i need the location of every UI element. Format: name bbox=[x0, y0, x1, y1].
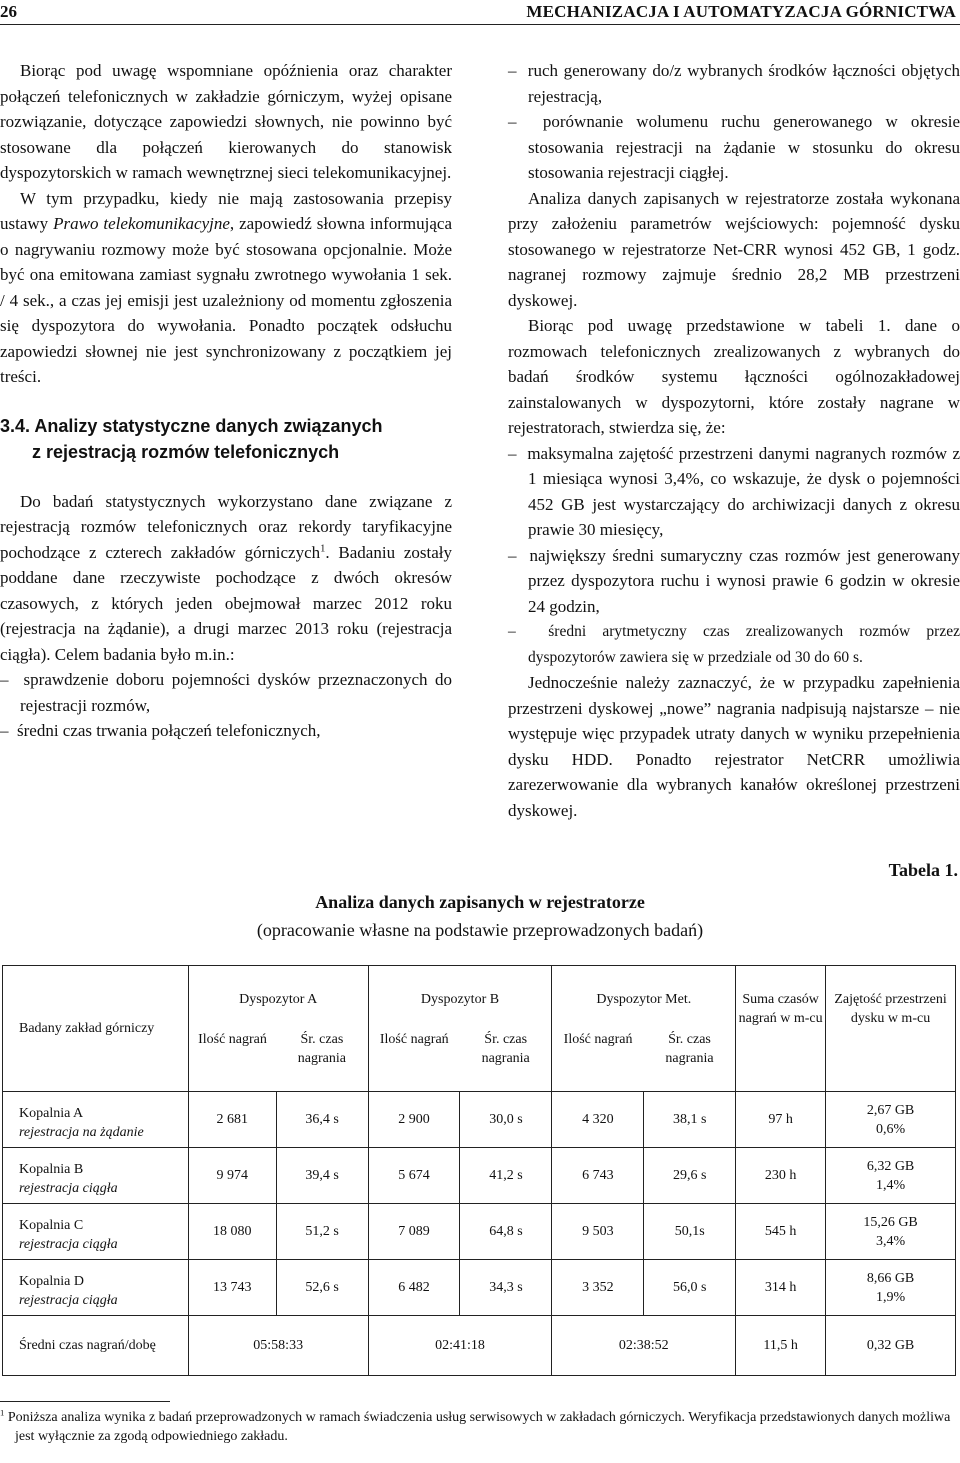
paragraph-3-part-b: . Badaniu zostały poddane dane rzeczywiste pochodzące z dwóch okresów czasowych, z których jeden obejmował marzec 2012 roku (rejestracja na żądanie), a drugi marzec 2013 roku (rejestracja ciągła). Celem badania było m.in.: bbox=[0, 542, 452, 664]
time-b: 30,0 s bbox=[460, 1092, 552, 1148]
list-item: – średni arytmetyczny czas zrealizowanych rozmów przez dyspozytorów zawiera się w przedziale od 30 do 60 s. bbox=[508, 619, 960, 670]
count-b: 5 674 bbox=[368, 1148, 460, 1204]
table-row bbox=[3, 1092, 956, 1148]
mine-mode: rejestracja ciągła bbox=[19, 1181, 118, 1196]
occupancy-gb: 8,66 GB bbox=[866, 1270, 915, 1286]
mine-name: Kopalnia B bbox=[19, 1162, 84, 1177]
law-title: Prawo telekomunikacyjne bbox=[53, 214, 230, 233]
sum-hours: 314 h bbox=[736, 1260, 826, 1316]
header-time-b: Śr. czas nagrania bbox=[460, 1026, 552, 1092]
occupancy-percent: 1,4% bbox=[875, 1177, 906, 1193]
mine-mode: rejestracja ciągła bbox=[19, 1293, 118, 1308]
occupancy-cell bbox=[826, 1260, 956, 1316]
sum-hours: 230 h bbox=[736, 1148, 826, 1204]
count-a: 13 743 bbox=[188, 1260, 276, 1316]
header-time-a: Śr. czas nagrania bbox=[276, 1026, 368, 1092]
sum-hours: 545 h bbox=[736, 1204, 826, 1260]
page-number: 26 bbox=[0, 2, 17, 21]
summary-row bbox=[3, 1316, 956, 1376]
table-row bbox=[3, 1204, 956, 1260]
header-dispatcher-b: Dyspozytor B bbox=[368, 966, 552, 1026]
occupancy-cell bbox=[826, 1148, 956, 1204]
table-title: Analiza danych zapisanych w rejestratorze bbox=[315, 892, 645, 912]
header-time-met: Śr. czas nagrania bbox=[644, 1026, 736, 1092]
section-heading-line-2: z rejestracją rozmów telefonicznych bbox=[32, 441, 340, 462]
header-count-b: Ilość nagrań bbox=[368, 1026, 460, 1092]
table-caption bbox=[0, 888, 960, 944]
count-a: 18 080 bbox=[188, 1204, 276, 1260]
summary-dispatcher-met: 02:38:52 bbox=[552, 1316, 736, 1376]
header-sum: Suma czasów nagrań w m-cu bbox=[736, 966, 826, 1092]
section-heading-line-1: 3.4. Analizy statystyczne danych związanych bbox=[0, 415, 383, 436]
time-a: 39,4 s bbox=[276, 1148, 368, 1204]
occupancy-percent: 0,6% bbox=[875, 1121, 906, 1137]
count-b: 6 482 bbox=[368, 1260, 460, 1316]
footnote-text: Poniższa analiza wynika z badań przeprowadzonych w ramach świadczenia usług serwisowych w zakładach górniczych. Weryfikacja przedstawionych danych możliwa jest wyłącznie za zgodą odpowiedniego zakładu. bbox=[4, 1410, 951, 1444]
paragraph-2-part-b: , zapowiedź słowna informująca o nagrywaniu rozmowy może być stosowana opcjonalnie. Może być ona emitowana zamiast sygnału zwrotnego wywołania 1 sek. / 4 sek., a czas jej emisji jest uzależniony od momentu zgłoszenia się dyspozytora do wywołania. Ponadto początek odsłuchu zapowiedzi słownej nie jest synchronizowany z początkiem jej treści. bbox=[0, 214, 452, 386]
summary-sum: 11,5 h bbox=[736, 1316, 826, 1376]
header-count-met: Ilość nagrań bbox=[552, 1026, 644, 1092]
header-count-a: Ilość nagrań bbox=[188, 1026, 276, 1092]
occupancy-cell bbox=[826, 1204, 956, 1260]
count-met: 3 352 bbox=[552, 1260, 644, 1316]
data-table bbox=[2, 965, 956, 1376]
footnote-mark: 1 bbox=[0, 1407, 5, 1418]
count-met: 4 320 bbox=[552, 1092, 644, 1148]
mine-name: Kopalnia C bbox=[19, 1218, 84, 1233]
count-b: 7 089 bbox=[368, 1204, 460, 1260]
left-column bbox=[0, 58, 452, 744]
mine-name: Kopalnia A bbox=[19, 1106, 84, 1121]
paragraph-2 bbox=[0, 186, 452, 390]
section-heading bbox=[0, 413, 452, 465]
time-b: 41,2 s bbox=[460, 1148, 552, 1204]
paragraph-4: Analiza danych zapisanych w rejestratorze została wykonana przy założeniu parametrów wejściowych: pojemność dysku stosowanego w rejestratorze Net-CRR wynosi 452 GB, 1 godz. nagranej rozmowy zajmuje średnio 28,2 MB przestrzeni dyskowej. bbox=[508, 188, 960, 310]
sum-hours: 97 h bbox=[736, 1092, 826, 1148]
mine-name: Kopalnia D bbox=[19, 1274, 84, 1289]
table-subtitle: (opracowanie własne na podstawie przeprowadzonych badań) bbox=[256, 920, 704, 940]
mine-mode: rejestracja na żądanie bbox=[19, 1125, 144, 1140]
list-item: – ruch generowany do/z wybranych środków łączności objętych rejestracją, bbox=[508, 58, 960, 109]
paragraph-2-part-a: W tym przypadku, kiedy nie mają zastosowania przepisy ustawy bbox=[0, 188, 452, 233]
paragraph-6: Jednocześnie należy zaznaczyć, że w przypadku zapełnienia przestrzeni dyskowej „nowe” nagrania nadpisują najstarsze – nie występuje więc przypadek utraty danych w wyniku przepełnienia dysku HDD. Ponadto rejestrator NetCRR umożliwia zarezerwowanie dla wybranych kanałów określonej przestrzeni dyskowej. bbox=[508, 673, 960, 820]
mine-cell bbox=[3, 1260, 189, 1316]
occupancy-gb: 15,26 GB bbox=[863, 1214, 918, 1230]
mine-cell bbox=[3, 1148, 189, 1204]
time-b: 34,3 s bbox=[460, 1260, 552, 1316]
paragraph-3-part-a: Do badań statystycznych wykorzystano dane związane z rejestracją rozmów telefonicznych oraz rekordy taryfikacyjne pochodzące z czterech zakładów górniczych bbox=[0, 491, 452, 562]
list-item: – maksymalna zajętość przestrzeni danymi nagranych rozmów z 1 miesiąca wynosi 3,4%, co wskazuje, że dysk o pojemności 452 GB jest wystarczający do archiwizacji danych z okresu prawie 30 miesięcy, bbox=[508, 441, 960, 543]
summary-dispatcher-a: 05:58:33 bbox=[188, 1316, 368, 1376]
table-row bbox=[3, 1260, 956, 1316]
time-a: 51,2 s bbox=[276, 1204, 368, 1260]
paragraph-5: Biorąc pod uwagę przedstawione w tabeli 1. dane o rozmowach telefonicznych zrealizowanych z wybranych do badań środków systemu łączności ogólnozakładowej zainstalowanych w dyspozytorni, które zostały nagrane w rejestratorach, stwierdza się, że: bbox=[508, 316, 960, 437]
right-column bbox=[508, 58, 960, 823]
footnote-reference: 1 bbox=[320, 542, 326, 554]
header-dispatcher-a: Dyspozytor A bbox=[188, 966, 368, 1026]
summary-dispatcher-b: 02:41:18 bbox=[368, 1316, 552, 1376]
header-mine: Badany zakład górniczy bbox=[3, 966, 189, 1092]
summary-label: Średni czas nagrań/dobę bbox=[3, 1316, 189, 1376]
occupancy-cell bbox=[826, 1092, 956, 1148]
count-met: 6 743 bbox=[552, 1148, 644, 1204]
occupancy-gb: 6,32 GB bbox=[866, 1158, 915, 1174]
mine-cell bbox=[3, 1092, 189, 1148]
list-item: – porównanie wolumenu ruchu generowanego w okresie stosowania rejestracji na żądanie w stosunku do okresu stosowania rejestracji ciągłej. bbox=[508, 109, 960, 186]
footnote bbox=[0, 1408, 960, 1446]
occupancy-percent: 1,9% bbox=[875, 1289, 906, 1305]
header-occupancy: Zajętość przestrzeni dysku w m-cu bbox=[826, 966, 956, 1092]
paragraph-1: Biorąc pod uwagę wspomniane opóźnienia oraz charakter połączeń telefonicznych w zakładzie górniczym, wyżej opisane rozwiązanie, dotyczące zapowiedzi słownych, nie powinno być stosowane dla połączeń kierowanych do stanowisk dyspozytorskich w ramach wewnętrznej sieci telekomunikacyjnej. bbox=[0, 61, 452, 182]
time-met: 50,1s bbox=[644, 1204, 736, 1260]
list-item: – sprawdzenie doboru pojemności dysków przeznaczonych do rejestracji rozmów, bbox=[0, 667, 452, 718]
time-a: 36,4 s bbox=[276, 1092, 368, 1148]
count-b: 2 900 bbox=[368, 1092, 460, 1148]
list-item: – średni czas trwania połączeń telefonicznych, bbox=[0, 718, 452, 744]
page-header bbox=[0, 0, 960, 30]
time-a: 52,6 s bbox=[276, 1260, 368, 1316]
table-label: Tabela 1. bbox=[888, 860, 958, 880]
paragraph-3 bbox=[0, 489, 452, 668]
header-rule bbox=[0, 24, 960, 25]
mine-mode: rejestracja ciągła bbox=[19, 1237, 118, 1252]
count-a: 9 974 bbox=[188, 1148, 276, 1204]
time-met: 29,6 s bbox=[644, 1148, 736, 1204]
count-met: 9 503 bbox=[552, 1204, 644, 1260]
footnote-rule bbox=[0, 1401, 170, 1402]
time-b: 64,8 s bbox=[460, 1204, 552, 1260]
occupancy-gb: 2,67 GB bbox=[866, 1102, 915, 1118]
summary-occupancy: 0,32 GB bbox=[826, 1316, 956, 1376]
mine-cell bbox=[3, 1204, 189, 1260]
header-dispatcher-met: Dyspozytor Met. bbox=[552, 966, 736, 1026]
journal-title: MECHANIZACJA I AUTOMATYZACJA GÓRNICTWA bbox=[526, 2, 956, 21]
count-a: 2 681 bbox=[188, 1092, 276, 1148]
table-row bbox=[3, 1148, 956, 1204]
time-met: 38,1 s bbox=[644, 1092, 736, 1148]
time-met: 56,0 s bbox=[644, 1260, 736, 1316]
occupancy-percent: 3,4% bbox=[875, 1233, 906, 1249]
list-item: – największy średni sumaryczny czas rozmów jest generowany przez dyspozytora ruchu i wynosi prawie 6 godzin w okresie 24 godzin, bbox=[508, 543, 960, 620]
